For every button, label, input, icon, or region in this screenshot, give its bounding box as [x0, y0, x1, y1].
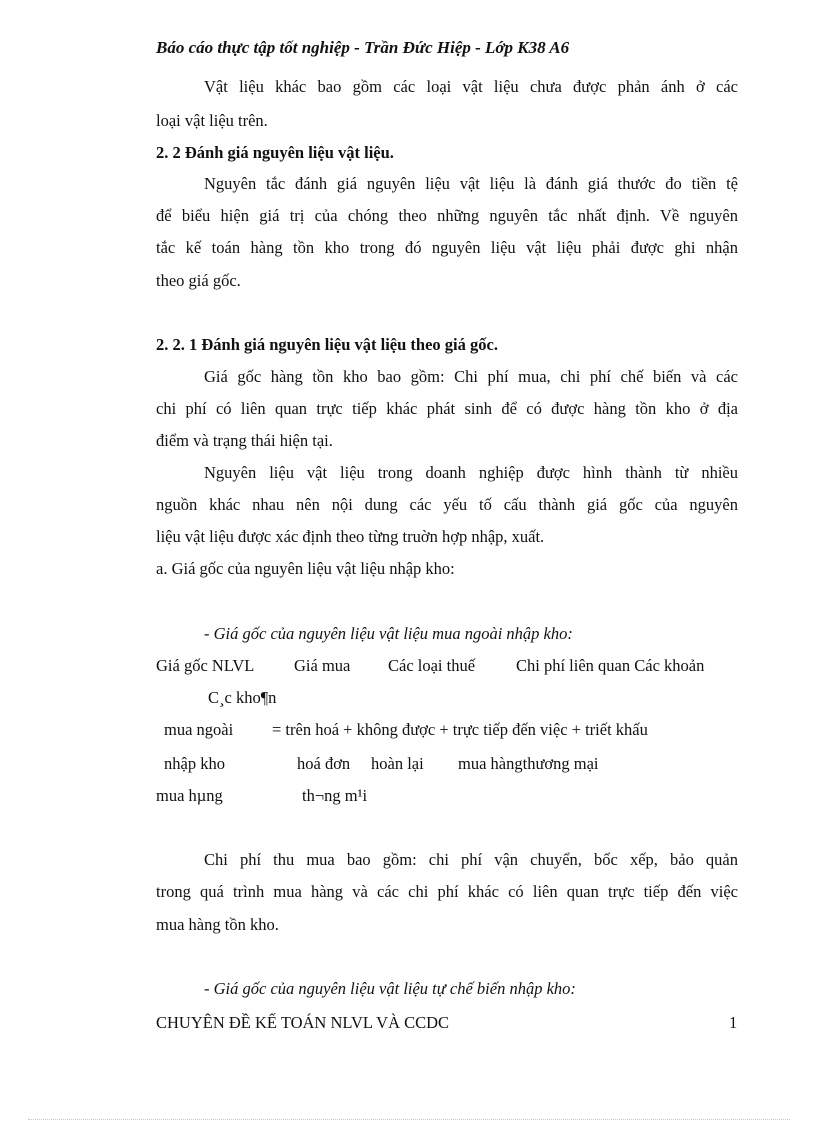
paragraph-line: liệu vật liệu được xác định theo từng truờn hợp nhập, xuất.	[156, 527, 545, 546]
formula-cell: mua hµng	[156, 786, 223, 805]
formula-cell: C¸c kho¶n	[208, 688, 277, 707]
paragraph-line: trong quá trình mua hàng và các chi phí khác có liên quan trực tiếp đến việc	[156, 882, 738, 901]
paragraph-line: theo giá gốc.	[156, 271, 241, 290]
paragraph-line: chi phí có liên quan trực tiếp khác phát sinh để có được hàng tồn kho ở địa	[156, 399, 738, 418]
section-heading: 2. 2 Đánh giá nguyên liệu vật liệu.	[156, 143, 394, 162]
page-header: Báo cáo thực tập tốt nghiệp - Trần Đức Hiệp - Lớp K38 A6	[156, 38, 570, 57]
paragraph-line: Chi phí thu mua bao gồm: chi phí vận chuyển, bốc xếp, bảo quản	[204, 850, 738, 869]
paragraph-line: điểm và trạng thái hiện tại.	[156, 431, 333, 450]
page-bottom-divider	[28, 1119, 790, 1120]
subheading-italic: - Giá gốc của nguyên liệu vật liệu mua ngoài nhập kho:	[204, 624, 573, 643]
formula-cell: hoàn lại	[371, 754, 424, 773]
paragraph-line: Giá gốc hàng tồn kho bao gồm: Chi phí mua, chi phí chế biến và các	[204, 367, 738, 386]
formula-cell: Chi phí liên quan Các khoản	[516, 656, 705, 675]
paragraph-line: mua hàng tồn kho.	[156, 915, 279, 934]
formula-cell: nhập kho	[164, 754, 225, 773]
paragraph-line: Nguyên tắc đánh giá nguyên liệu vật liệu là đánh giá thước đo tiền tệ	[204, 174, 738, 193]
formula-cell: th¬ng m¹i	[302, 786, 368, 805]
page-number: 1	[729, 1013, 738, 1032]
paragraph-line: nguồn khác nhau nên nội dung các yếu tố cấu thành giá gốc của nguyên	[156, 495, 738, 514]
subheading-italic: - Giá gốc của nguyên liệu vật liệu tự chế biến nhập kho:	[204, 979, 576, 998]
paragraph-line: tắc kế toán hàng tồn kho trong đó nguyên liệu vật liệu phải được ghi nhận	[156, 238, 738, 257]
formula-cell: mua ngoài	[164, 720, 234, 739]
footer-title: CHUYÊN ĐỀ KẾ TOÁN NLVL VÀ CCDC	[156, 1013, 450, 1032]
formula-cell: Các loại thuế	[388, 656, 476, 675]
formula-cell: = trên hoá + không được + trực tiếp đến việc + triết khấu	[272, 720, 648, 739]
formula-cell: Giá mua	[294, 656, 351, 675]
paragraph-line: Vật liệu khác bao gồm các loại vật liệu chưa được phản ánh ở các	[204, 77, 738, 96]
paragraph-line: Nguyên liệu vật liệu trong doanh nghiệp được hình thành từ nhiều	[204, 463, 738, 482]
formula-cell: hoá đơn	[297, 754, 351, 773]
subsection-heading: 2. 2. 1 Đánh giá nguyên liệu vật liệu theo giá gốc.	[156, 335, 498, 354]
list-item: a. Giá gốc của nguyên liệu vật liệu nhập kho:	[156, 559, 455, 578]
formula-cell: mua hàngthương mại	[458, 754, 599, 773]
paragraph-line: loại vật liệu trên.	[156, 111, 268, 130]
paragraph-line: để biểu hiện giá trị của chóng theo những nguyên tắc nhất định. Về nguyên	[156, 206, 738, 225]
formula-cell: Giá gốc NLVL	[156, 656, 255, 675]
